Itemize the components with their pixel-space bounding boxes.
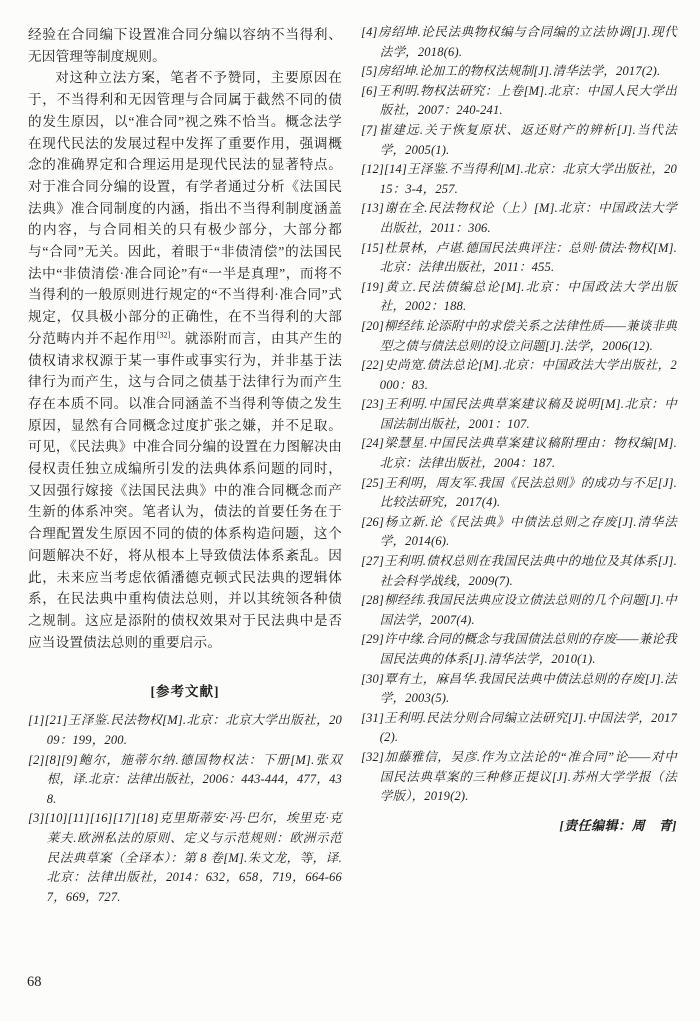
reference-item-7: [7]崔建远.关于恢复原状、返还财产的辨析[J].当代法学，2005(1). [361,122,677,157]
paragraph-text-post: 。就添附而言，由其产生的债权请求权源于某一事件或事实行为，并非基于法律行为而产生，这与合同之债基于法律行为而产生存在本质不同。以准合同涵盖不当得利等债之发生原因，显然有合同概念过度扩张之嫌，并不足取。可见，《民法典》中准合同分编的设置在力图解决由侵权责任独立成编所引发的法典体系问题的同时，又因强行嫁接《法国民法典》中的准合同概念而产生新的体系冲突。笔者认为，债法的首要任务在于合理配置发生原因不同的债的体系构造问题，这个问题解决不好，将从根本上导致债法体系紊乱。因此，未来应当考虑依循潘德克顿式民法典的逻辑体系，在民法典中重构债法总则，并以其统领各种债之规制。这应是添附的债权效果对于民法典中是否应当设置债法总则的重要启示。 [28,330,342,650]
references-header: [参考文献] [150,684,220,700]
paragraph-text-pre: 对这种立法方案，笔者不予赞同，主要原因在于，不当得利和无因管理与合同属于截然不同的债的发生原因，以“准合同”视之殊不恰当。概念法学在现代民法的发展过程中发挥了重要作用，强调概念的准确界定和合理运用是现代民法的显著特点。对于准合同分编的设置，有学者通过分析《法国民法典》准合同制度的内涵，指出不当得利制度涵盖的内容，与合同相关的只有极少部分，大部分都与“合同”无关。因此，着眼于“非债清偿”的法国民法中“非债清偿·准合同论”有“一半是真理”，而将不当得利的一般原则进行规定的“不当得利·准合同”式规定，仅具极小部分的正确性，在不当得利的大部分范畴内并不起作用 [28,70,342,346]
reference-item-27: [27]王利明.债权总则在我国民法典中的地位及其体系[J].社会科学战线，2009(7). [361,554,677,588]
reference-item-5: [5]房绍坤.论加工的物权法规制[J].清华法学，2017(2). [361,64,661,79]
paragraph-continuation: 经验在合同编下设置准合同分编以容纳不当得利、无因管理等制度规则。 [28,27,342,64]
left-column [28,24,342,907]
reference-item-28: [28]柳经纬.我国民法典应设立债法总则的几个问题[J].中国法学，2007(4). [361,593,677,627]
reference-item-23: [23]王利明.中国民法典草案建议稿及说明[M].北京：中国法制出版社，2001：107. [361,397,677,431]
reference-item-12-14: [12][14]王泽鉴.不当得利[M].北京：北京大学出版社，2015：3-4，257. [361,162,677,196]
reference-item-3: [3][10][11][16][17][18]克里斯蒂安·冯·巴尔，埃里克·克莱夫.欧洲私法的原则、定义与示范规则：欧洲示范民法典草案（全译本）：第 8 卷[M].朱文龙，等，译.北京：法律出版社，2014：632，658，719，664-667，669，727. [28,811,342,904]
reference-item-2: [2][8][9]鲍尔，施蒂尔纳.德国物权法：下册[M].张双根，译.北京：法律出版社，2006：443-444，477，438. [28,752,342,806]
reference-item-24: [24]梁慧星.中国民法典草案建议稿附理由：物权编[M].北京：法律出版社，2004：187. [361,436,677,471]
page-number: 68 [27,974,42,990]
reference-item-30: [30]覃有土，麻昌华.我国民法典中债法总则的存废[J].法学，2003(5). [361,671,677,706]
reference-item-6: [6]王利明.物权法研究：上卷[M].北京：中国人民大学出版社，2007：240-241. [361,83,677,118]
paragraph-main [28,67,342,653]
reference-item-26: [26]杨立新.论《民法典》中债法总则之存废[J].清华法学，2014(6). [361,514,677,549]
reference-item-25: [25]王利明，周友军.我国《民法总则》的成功与不足[J].比较法研究，2017(4). [361,475,677,510]
reference-item-19: [19]黄立.民法债编总论[M].北京：中国政法大学出版社，2002：188. [361,279,677,314]
right-column [361,23,677,834]
reference-item-13: [13]谢在全.民法物权论（上）[M].北京：中国政法大学出版社，2011：306. [361,201,677,235]
reference-item-1: [1][21]王泽鉴.民法物权[M].北京：北京大学出版社，2009：199，200. [28,713,342,747]
reference-item-29: [29]许中缘.合同的概念与我国债法总则的存废——兼论我国民法典的体系[J].清华法学，2010(1). [361,632,677,666]
citation-superscript: [32] [156,330,171,340]
reference-item-15: [15]杜景林，卢谌.德国民法典评注：总则·债法·物权[M].北京：法律出版社，2011：455. [361,240,677,275]
reference-item-32: [32]加藤雅信，吴彦.作为立法论的“准合同”论——对中国民法典草案的三种修正提议[J].苏州大学学报（法学版），2019(2). [361,749,677,804]
reference-item-20: [20]柳经纬.论添附中的求偿关系之法律性质——兼谈非典型之债与债法总则的设立问题[J].法学，2006(12). [361,318,677,353]
reference-item-4: [4]房绍坤.论民法典物权编与合同编的立法协调[J].现代法学，2018(6). [361,25,677,59]
reference-item-31: [31]王利明.民法分则合同编立法研究[J].中国法学，2017(2). [361,710,677,745]
editor-note: [责任编辑：周 青] [559,817,677,833]
reference-item-22: [22]史尚宽.债法总论[M].北京：中国政法大学出版社，2000：83. [361,358,677,392]
